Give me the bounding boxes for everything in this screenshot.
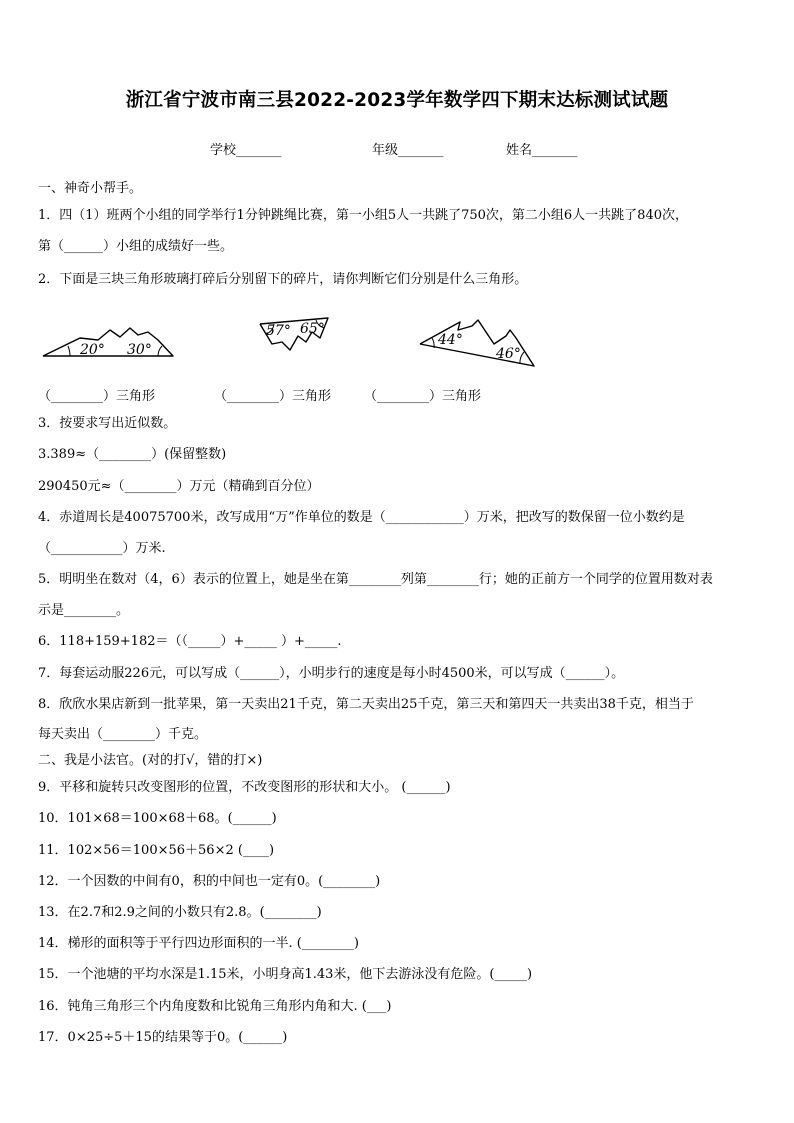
question-17: 17．0×25÷5＋15的结果等于0。(______)	[38, 1030, 288, 1045]
question-8-line-1: 8．欣欣水果店新到一批苹果，第一天卖出21千克，第二天卖出25千克，第三天和第四天一共卖出38千克，相当于	[38, 697, 694, 712]
question-6: 6．118+159+182＝（（_____）+_____ ）+_____.	[38, 634, 342, 649]
question-1-line-1: 1．四（1）班两个小组的同学举行1分钟跳绳比赛，第一小组5人一共跳了750次，第二小组6人一共跳了840次，	[38, 208, 688, 223]
question-11: 11．102×56＝100×56＋56×2 (____)	[38, 843, 275, 858]
question-3: 3．按要求写出近似数。	[38, 416, 177, 431]
question-9: 9．平移和旋转只改变图形的位置，不改变图形的形状和大小。 (______)	[38, 780, 451, 795]
section1-heading: 一、神奇小帮手。	[38, 181, 143, 196]
question-2-answer-1: （________）三角形	[38, 389, 156, 404]
triangle-3-angle-a: 44°	[438, 332, 463, 348]
question-3-part-b: 290450元≈（________）万元（精确到百分位）	[38, 479, 320, 494]
question-4-line-1: 4．赤道周长是40075700米，改写成用“万”作单位的数是（____________）万米，把改写的数保留一位小数约是	[38, 510, 685, 525]
question-12: 12．一个因数的中间有0，积的中间也一定有0。(________)	[38, 874, 381, 889]
triangle-1-angle-b: 30°	[127, 342, 152, 358]
question-4-line-2: （___________）万米.	[38, 541, 166, 556]
triangle-fragment-3	[418, 316, 538, 371]
question-2-answer-2: （________）三角形	[214, 389, 332, 404]
triangle-2-angle-a: 57°	[266, 323, 291, 339]
question-13: 13．在2.7和2.9之间的小数只有2.8。(________)	[38, 905, 322, 920]
question-5-line-2: 示是________。	[38, 603, 130, 618]
question-8-line-2: 每天卖出（________）千克。	[38, 727, 208, 742]
question-2-answer-3: （________）三角形	[364, 389, 482, 404]
section2-heading: 二、我是小法官。(对的打√，错的打×)	[38, 753, 263, 768]
school-field: 学校_______	[210, 143, 282, 158]
grade-field: 年级_______	[372, 143, 444, 158]
question-16: 16．钝角三角形三个内角度数和比锐角三角形内角和大. (___)	[38, 999, 392, 1014]
triangle-fragment-1	[40, 322, 180, 362]
question-7: 7．每套运动服226元，可以写成（______），小明步行的速度是每小时4500米，可以写成（______）。	[38, 666, 625, 681]
name-field: 姓名_______	[506, 143, 578, 158]
triangle-3-angle-b: 46°	[496, 346, 521, 362]
triangle-fragment-2	[258, 316, 338, 356]
page-title: 浙江省宁波市南三县2022-2023学年数学四下期末达标测试试题	[125, 90, 669, 111]
question-2: 2．下面是三块三角形玻璃打碎后分别留下的碎片，请你判断它们分别是什么三角形。	[38, 272, 528, 287]
question-3-part-a: 3.389≈（________）(保留整数)	[38, 447, 227, 462]
question-14: 14．梯形的面积等于平行四边形面积的一半. (________)	[38, 936, 359, 951]
question-10: 10．101×68＝100×68＋68。(______)	[38, 811, 277, 826]
question-5-line-1: 5．明明坐在数对（4，6）表示的位置上，她是坐在第________列第________行；她的正前方一个同学的位置用数对表	[38, 572, 713, 587]
triangle-1-angle-a: 20°	[80, 342, 105, 358]
question-1-line-2: 第（______）小组的成绩好一些。	[38, 239, 234, 254]
triangle-2-angle-b: 65°	[300, 321, 325, 337]
question-15: 15．一个池塘的平均水深是1.15米，小明身高1.43米，他下去游泳没有危险。(_____)	[38, 967, 533, 982]
